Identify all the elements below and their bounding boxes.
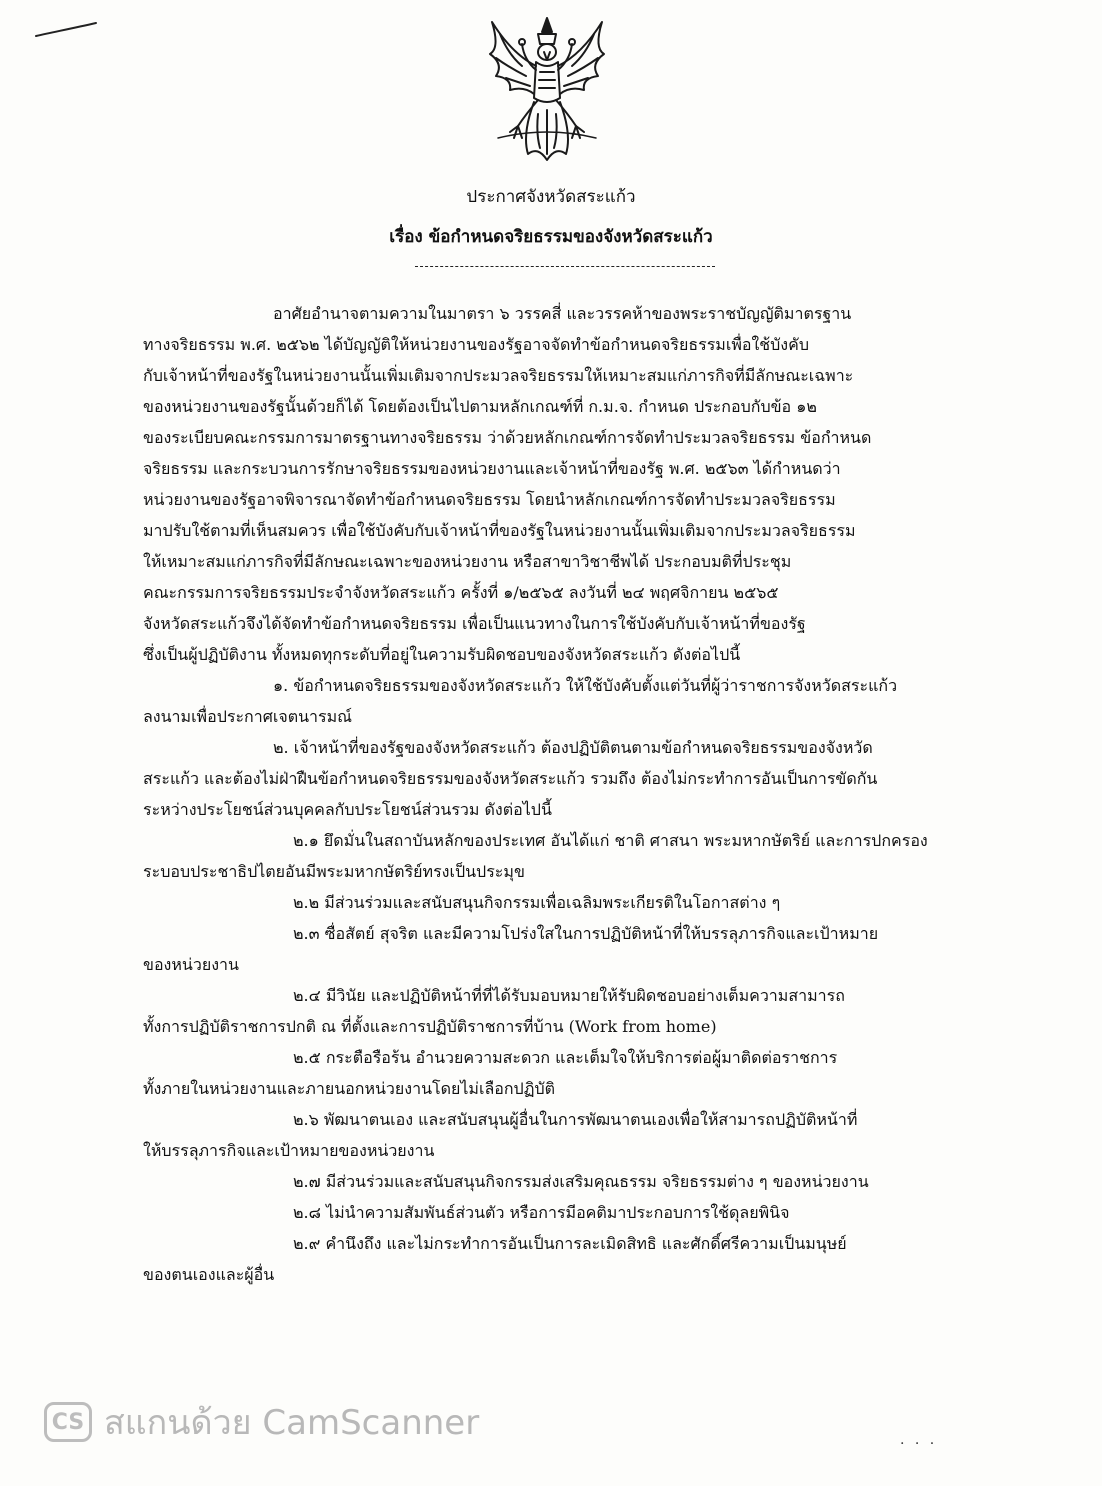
- subclause-2-7-line: ๒.๗ มีส่วนร่วมและสนับสนุนกิจกรรมส่งเสริมคุณธรรม จริยธรรมต่าง ๆ ของหน่วยงาน: [293, 1172, 869, 1191]
- subclause-2-5-line: ทั้งภายในหน่วยงานและภายนอกหน่วยงานโดยไม่เลือกปฏิบัติ: [143, 1079, 555, 1098]
- subclause-2-6-line: ให้บรรลุภารกิจและเป้าหมายของหน่วยงาน: [143, 1141, 435, 1160]
- clause-2-line: สระแก้ว และต้องไม่ฝ่าฝืนข้อกำหนดจริยธรรมของจังหวัดสระแก้ว รวมถึง ต้องไม่กระทำการอันเป็นการขัดกัน: [143, 769, 878, 788]
- heading-divider: [415, 266, 715, 267]
- subclause-2-4-line: ๒.๔ มีวินัย และปฏิบัติหน้าที่ที่ได้รับมอบหมายให้รับผิดชอบอย่างเต็มความสามารถ: [293, 986, 845, 1005]
- camscanner-logo-icon: CS: [44, 1402, 92, 1442]
- paragraph-line: ให้เหมาะสมแก่ภารกิจที่มีลักษณะเฉพาะของหน่วยงาน หรือสาขาวิชาชีพได้ ประกอบมติที่ประชุม: [143, 552, 792, 571]
- garuda-emblem-icon: [478, 14, 616, 164]
- paragraph-line: ซึ่งเป็นผู้ปฏิบัติงาน ทั้งหมดทุกระดับที่อยู่ในความรับผิดชอบของจังหวัดสระแก้ว ดังต่อไปนี้: [143, 645, 741, 664]
- document-body: [143, 298, 991, 1290]
- subclause-2-5-line: ๒.๕ กระตือรือร้น อำนวยความสะดวก และเต็มใจให้บริการต่อผู้มาติดต่อราชการ: [293, 1048, 838, 1067]
- subclause-2-3-line: ๒.๓ ซื่อสัตย์ สุจริต และมีความโปร่งใสในการปฏิบัติหน้าที่ให้บรรลุภารกิจและเป้าหมาย: [293, 924, 879, 943]
- paragraph-line: จริยธรรม และกระบวนการรักษาจริยธรรมของหน่วยงานและเจ้าหน้าที่ของรัฐ พ.ศ. ๒๕๖๓ ได้กำหนดว่า: [143, 459, 841, 478]
- paragraph-line: อาศัยอำนาจตามความในมาตรา ๖ วรรคสี่ และวรรคห้าของพระราชบัญญัติมาตรฐาน: [273, 304, 852, 323]
- page-marker: . . .: [900, 1432, 938, 1448]
- paragraph-line: ทางจริยธรรม พ.ศ. ๒๕๖๒ ได้บัญญัติให้หน่วยงานของรัฐอาจจัดทำข้อกำหนดจริยธรรมเพื่อใช้บังคับ: [143, 335, 809, 354]
- subclause-2-4-line: ทั้งการปฏิบัติราชการปกติ ณ ที่ตั้งและการปฏิบัติราชการที่บ้าน (Work from home): [143, 1017, 717, 1036]
- clause-1-line: ๑. ข้อกำหนดจริยธรรมของจังหวัดสระแก้ว ให้ใช้บังคับตั้งแต่วันที่ผู้ว่าราชการจังหวัดสระแก้ว: [273, 676, 898, 695]
- pen-stroke-mark: [34, 20, 98, 40]
- clause-1-line: ลงนามเพื่อประกาศเจตนารมณ์: [143, 707, 353, 726]
- paragraph-line: คณะกรรมการจริยธรรมประจำจังหวัดสระแก้ว ครั้งที่ ๑/๒๕๖๕ ลงวันที่ ๒๔ พฤศจิกายน ๒๕๖๕: [143, 583, 779, 602]
- subclause-2-2-line: ๒.๒ มีส่วนร่วมและสนับสนุนกิจกรรมเพื่อเฉลิมพระเกียรติในโอกาสต่าง ๆ: [293, 893, 781, 912]
- announcement-subject: เรื่อง ข้อกำหนดจริยธรรมของจังหวัดสระแก้ว: [389, 227, 713, 247]
- paragraph-line: จังหวัดสระแก้วจึงได้จัดทำข้อกำหนดจริยธรรม เพื่อเป็นแนวทางในการใช้บังคับกับเจ้าหน้าที่ของรัฐ: [143, 614, 806, 633]
- subclause-2-8-line: ๒.๘ ไม่นำความสัมพันธ์ส่วนตัว หรือการมีอคติมาประกอบการใช้ดุลยพินิจ: [293, 1203, 790, 1222]
- clause-2-line: ๒. เจ้าหน้าที่ของรัฐของจังหวัดสระแก้ว ต้องปฏิบัติตนตามข้อกำหนดจริยธรรมของจังหวัด: [273, 738, 873, 757]
- clause-2-line: ระหว่างประโยชน์ส่วนบุคคลกับประโยชน์ส่วนรวม ดังต่อไปนี้: [143, 800, 552, 819]
- paragraph-line: มาปรับใช้ตามที่เห็นสมควร เพื่อใช้บังคับกับเจ้าหน้าที่ของรัฐในหน่วยงานนั้นเพิ่มเติมจากประมวลจริยธรรม: [143, 521, 856, 540]
- paragraph-line: หน่วยงานของรัฐอาจพิจารณาจัดทำข้อกำหนดจริยธรรม โดยนำหลักเกณฑ์การจัดทำประมวลจริยธรรม: [143, 490, 836, 509]
- camscanner-watermark: [44, 1402, 479, 1442]
- subclause-2-9-line: ของตนเองและผู้อื่น: [143, 1265, 275, 1284]
- paragraph-line: ของระเบียบคณะกรรมการมาตรฐานทางจริยธรรม ว่าด้วยหลักเกณฑ์การจัดทำประมวลจริยธรรม ข้อกำหนด: [143, 428, 872, 447]
- announcement-title: ประกาศจังหวัดสระแก้ว: [466, 187, 636, 207]
- paragraph-line: ของหน่วยงานของรัฐนั้นด้วยก็ได้ โดยต้องเป็นไปตามหลักเกณฑ์ที่ ก.ม.จ. กำหนด ประกอบกับข้อ ๑๒: [143, 397, 817, 416]
- paragraph-line: กับเจ้าหน้าที่ของรัฐในหน่วยงานนั้นเพิ่มเติมจากประมวลจริยธรรมให้เหมาะสมแก่ภารกิจที่มีลักษณะเฉพาะ: [143, 366, 854, 385]
- subclause-2-3-line: ของหน่วยงาน: [143, 955, 239, 974]
- subclause-2-6-line: ๒.๖ พัฒนาตนเอง และสนับสนุนผู้อื่นในการพัฒนาตนเองเพื่อให้สามารถปฏิบัติหน้าที่: [293, 1110, 858, 1129]
- subclause-2-1-line: ระบอบประชาธิปไตยอันมีพระมหากษัตริย์ทรงเป็นประมุข: [143, 862, 525, 881]
- subclause-2-1-line: ๒.๑ ยึดมั่นในสถาบันหลักของประเทศ อันได้แก่ ชาติ ศาสนา พระมหากษัตริย์ และการปกครอง: [293, 831, 928, 850]
- subclause-2-9-line: ๒.๙ คำนึงถึง และไม่กระทำการอันเป็นการละเมิดสิทธิ และศักดิ์ศรีความเป็นมนุษย์: [293, 1234, 847, 1253]
- camscanner-text: สแกนด้วย CamScanner: [104, 1403, 480, 1443]
